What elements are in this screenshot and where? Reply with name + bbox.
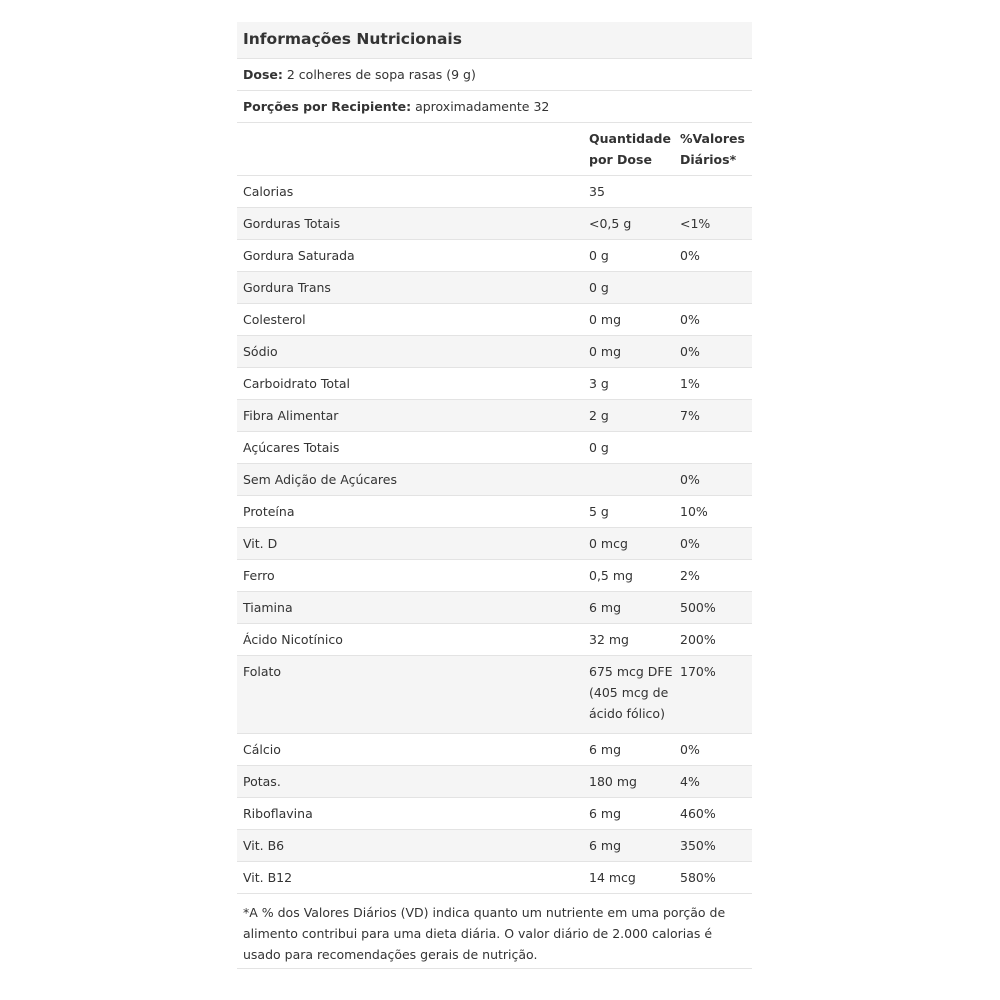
nutrient-amount: 32 mg bbox=[589, 632, 629, 647]
nutrient-amount: <0,5 g bbox=[589, 216, 632, 231]
nutrient-daily-value: 460% bbox=[680, 806, 716, 821]
nutrient-daily-value bbox=[674, 277, 752, 298]
nutrient-daily-value: 2% bbox=[680, 568, 700, 583]
nutrient-amount: 0 g bbox=[589, 280, 609, 295]
table-header bbox=[237, 123, 752, 176]
nutrient-name: Folato bbox=[243, 664, 282, 679]
nutrient-rows bbox=[237, 176, 752, 894]
table-row bbox=[237, 176, 752, 208]
nutrient-name: Sódio bbox=[243, 344, 278, 359]
nutrient-daily-value: 0% bbox=[680, 344, 700, 359]
nutrient-name: Sem Adição de Açúcares bbox=[243, 472, 397, 487]
nutrient-daily-value: 350% bbox=[680, 838, 716, 853]
nutrient-daily-value: 4% bbox=[680, 774, 700, 789]
nutrient-daily-value: <1% bbox=[680, 216, 711, 231]
nutrient-daily-value: 1% bbox=[680, 376, 700, 391]
nutrient-daily-value bbox=[674, 437, 752, 458]
nutrient-name: Açúcares Totais bbox=[243, 440, 340, 455]
table-row bbox=[237, 624, 752, 656]
nutrient-amount: 14 mcg bbox=[589, 870, 636, 885]
nutrient-amount: 675 mcg DFE (405 mcg de ácido fólico) bbox=[589, 664, 673, 721]
table-row bbox=[237, 208, 752, 240]
nutrient-amount: 0 mcg bbox=[589, 536, 628, 551]
table-row bbox=[237, 464, 752, 496]
nutrient-amount: 35 bbox=[589, 184, 605, 199]
table-row bbox=[237, 336, 752, 368]
nutrient-name: Vit. B12 bbox=[243, 870, 293, 885]
servings-label: Porções por Recipiente: bbox=[243, 99, 412, 114]
nutrient-amount: 0 mg bbox=[589, 344, 622, 359]
nutrient-name: Gordura Trans bbox=[243, 280, 331, 295]
nutrient-amount: 6 mg bbox=[589, 742, 622, 757]
nutrient-daily-value: 0% bbox=[680, 742, 700, 757]
nutrient-daily-value: 500% bbox=[680, 600, 716, 615]
dose-label: Dose: bbox=[243, 67, 283, 82]
nutrient-name: Gordura Saturada bbox=[243, 248, 355, 263]
table-row bbox=[237, 656, 752, 734]
nutrient-name: Proteína bbox=[243, 504, 295, 519]
table-row bbox=[237, 432, 752, 464]
nutrient-name: Fibra Alimentar bbox=[243, 408, 339, 423]
nutrient-daily-value: 0% bbox=[680, 536, 700, 551]
dose-line bbox=[237, 59, 752, 91]
nutrient-name: Colesterol bbox=[243, 312, 306, 327]
nutrient-amount: 6 mg bbox=[589, 838, 622, 853]
nutrient-name: Potas. bbox=[243, 774, 281, 789]
nutrient-amount bbox=[583, 469, 674, 490]
servings-value: aproximadamente 32 bbox=[415, 99, 550, 114]
nutrient-name: Vit. D bbox=[243, 536, 278, 551]
table-row bbox=[237, 798, 752, 830]
nutrient-daily-value: 200% bbox=[680, 632, 716, 647]
table-row bbox=[237, 272, 752, 304]
nutrient-daily-value: 7% bbox=[680, 408, 700, 423]
table-row bbox=[237, 400, 752, 432]
nutrient-amount: 0 g bbox=[589, 248, 609, 263]
nutrient-daily-value: 580% bbox=[680, 870, 716, 885]
nutrition-title: Informações Nutricionais bbox=[237, 22, 752, 59]
table-row bbox=[237, 862, 752, 894]
daily-value-footnote: *A % dos Valores Diários (VD) indica quanto um nutriente em uma porção de alimento contribui para uma dieta diária. O valor diário de 2.000 calorias é usado para recomendações gerais de nutrição. bbox=[237, 894, 752, 969]
table-row bbox=[237, 368, 752, 400]
nutrient-amount: 180 mg bbox=[589, 774, 637, 789]
nutrient-name: Vit. B6 bbox=[243, 838, 285, 853]
table-row bbox=[237, 592, 752, 624]
nutrient-amount: 5 g bbox=[589, 504, 609, 519]
header-daily-value: %Valores Diários* bbox=[680, 131, 745, 167]
nutrient-amount: 0 mg bbox=[589, 312, 622, 327]
nutrient-daily-value: 0% bbox=[680, 472, 700, 487]
nutrient-amount: 6 mg bbox=[589, 600, 622, 615]
nutrient-daily-value: 0% bbox=[680, 248, 700, 263]
nutrient-amount: 2 g bbox=[589, 408, 609, 423]
table-row bbox=[237, 528, 752, 560]
nutrient-name: Cálcio bbox=[243, 742, 281, 757]
nutrient-name: Ferro bbox=[243, 568, 275, 583]
nutrient-amount: 0,5 mg bbox=[589, 568, 633, 583]
nutrient-daily-value bbox=[674, 181, 752, 202]
nutrient-name: Carboidrato Total bbox=[243, 376, 351, 391]
nutrition-facts-panel bbox=[237, 22, 752, 969]
dose-value: 2 colheres de sopa rasas (9 g) bbox=[286, 67, 476, 82]
nutrient-daily-value: 10% bbox=[680, 504, 708, 519]
nutrient-amount: 6 mg bbox=[589, 806, 622, 821]
table-row bbox=[237, 734, 752, 766]
table-row bbox=[237, 496, 752, 528]
table-row bbox=[237, 560, 752, 592]
nutrient-name: Ácido Nicotínico bbox=[243, 632, 343, 647]
header-quantity: Quantidade por Dose bbox=[589, 131, 671, 167]
nutrient-daily-value: 170% bbox=[680, 664, 716, 679]
header-nutrient bbox=[237, 128, 583, 170]
table-row bbox=[237, 766, 752, 798]
nutrient-daily-value: 0% bbox=[680, 312, 700, 327]
servings-line bbox=[237, 91, 752, 123]
nutrient-name: Tiamina bbox=[243, 600, 293, 615]
nutrient-name: Calorias bbox=[243, 184, 294, 199]
table-row bbox=[237, 830, 752, 862]
nutrient-name: Gorduras Totais bbox=[243, 216, 341, 231]
nutrient-name: Riboflavina bbox=[243, 806, 313, 821]
table-row bbox=[237, 304, 752, 336]
table-row bbox=[237, 240, 752, 272]
nutrient-amount: 0 g bbox=[589, 440, 609, 455]
nutrient-amount: 3 g bbox=[589, 376, 609, 391]
